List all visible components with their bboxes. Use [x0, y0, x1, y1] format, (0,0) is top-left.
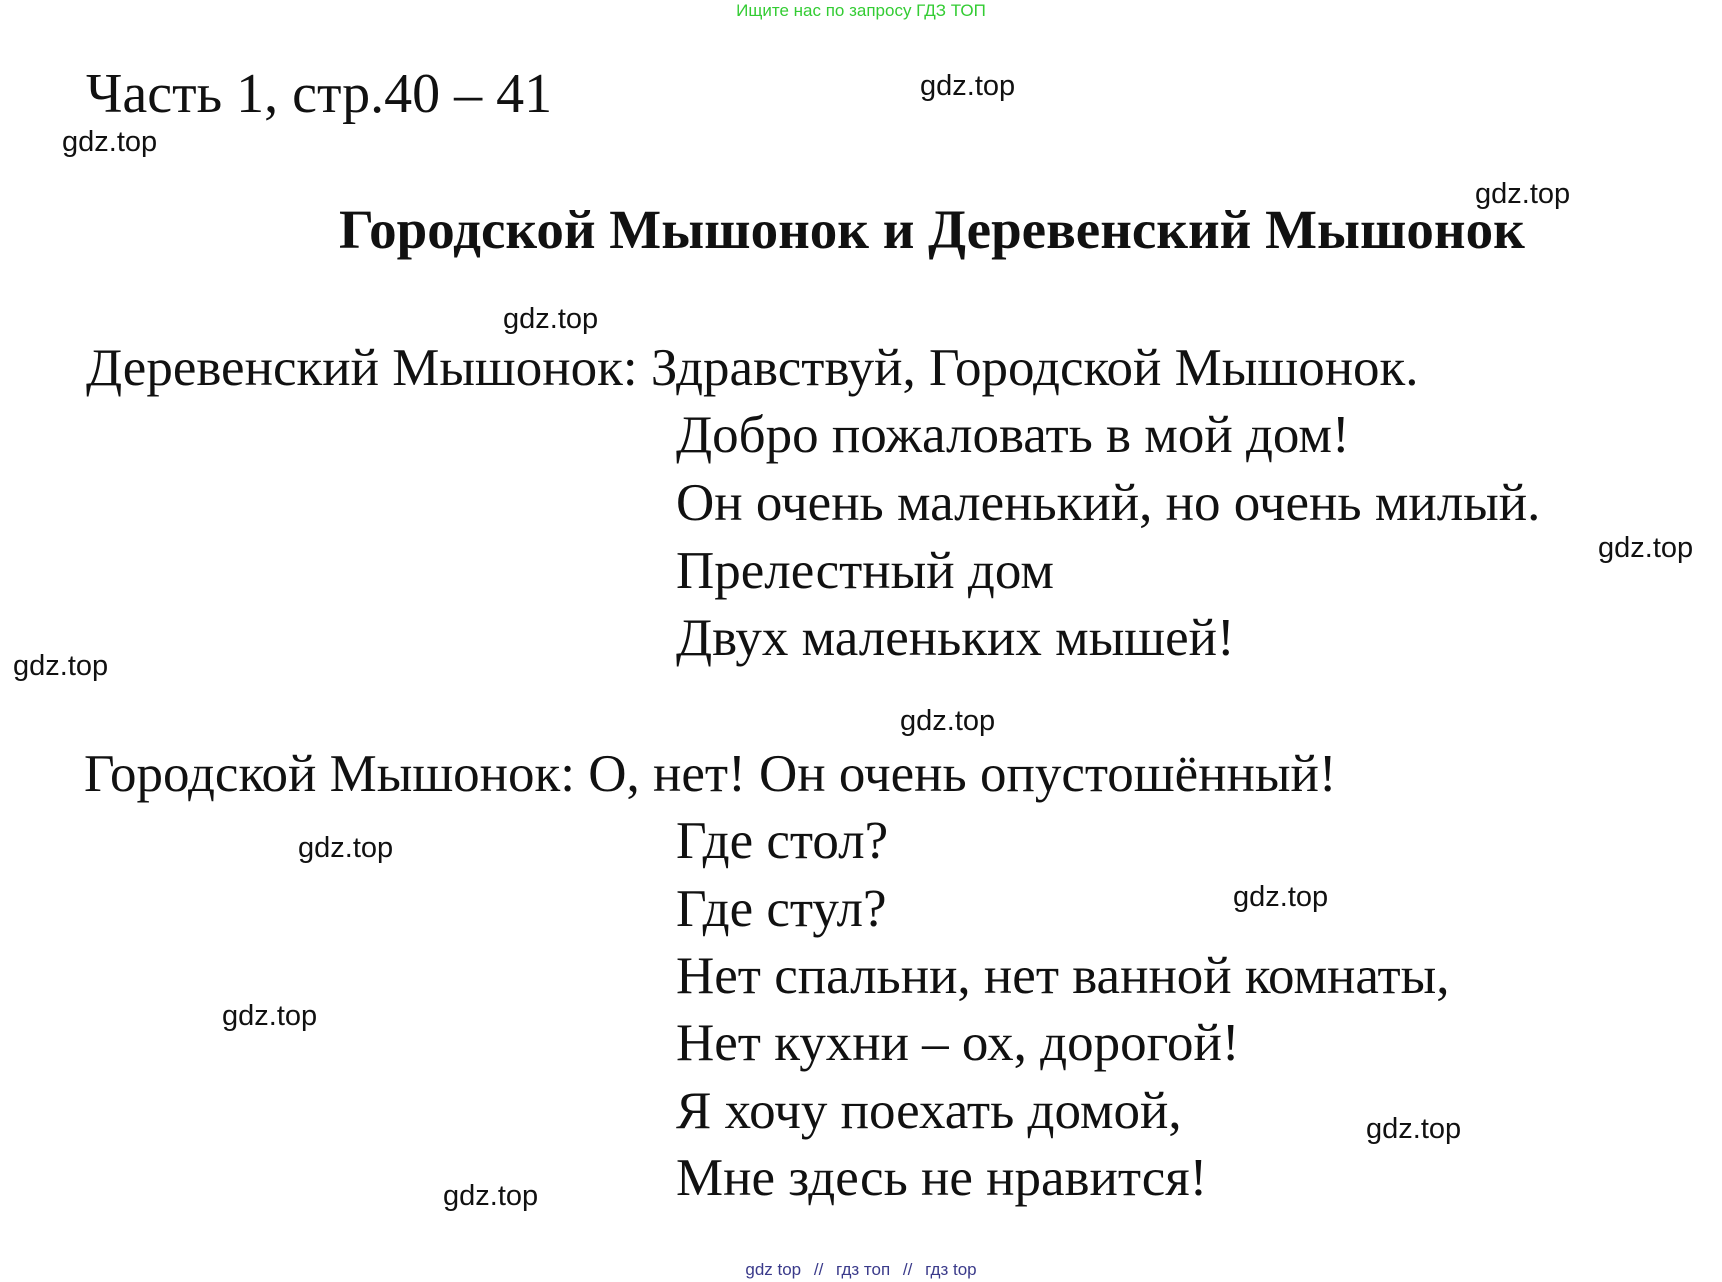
country-mouse-speaker-line: Деревенский Мышонок: Здравствуй, Городской Мышонок.: [86, 339, 1419, 397]
footer-link-gdz-top[interactable]: gdz top: [745, 1260, 802, 1279]
country-mouse-line-1: Добро пожаловать в мой дом!: [676, 406, 1350, 464]
watermark: gdz.top: [503, 303, 599, 335]
story-title: Городской Мышонок и Деревенский Мышонок: [339, 199, 1525, 260]
part-heading: Часть 1, стр.40 – 41: [86, 63, 553, 125]
town-mouse-speaker-line: Городской Мышонок: О, нет! Он очень опустошённый!: [84, 745, 1337, 803]
watermark: gdz.top: [13, 650, 109, 682]
footer-links: [0, 1260, 1722, 1280]
town-mouse-line-4: Нет кухни – ох, дорогой!: [676, 1014, 1240, 1072]
town-mouse-line-3: Нет спальни, нет ванной комнаты,: [676, 947, 1450, 1005]
watermark: gdz.top: [900, 705, 996, 737]
search-hint-banner: Ищите нас по запросу ГДЗ ТОП: [736, 1, 986, 20]
footer-link-gdz-top-mixed[interactable]: гдз top: [925, 1260, 977, 1279]
watermark: gdz.top: [222, 1000, 318, 1032]
town-mouse-line-2: Где стул?: [676, 880, 887, 938]
watermark: gdz.top: [298, 832, 394, 864]
watermark: gdz.top: [1475, 178, 1571, 210]
watermark: gdz.top: [62, 126, 158, 158]
footer-separator: //: [813, 1260, 824, 1279]
footer-link-gdz-top-ru[interactable]: гдз топ: [836, 1260, 891, 1279]
watermark: gdz.top: [920, 70, 1016, 102]
town-mouse-line-1: Где стол?: [676, 812, 889, 870]
watermark: gdz.top: [1366, 1113, 1462, 1145]
watermark: gdz.top: [1598, 532, 1694, 564]
watermark: gdz.top: [1233, 881, 1329, 913]
country-mouse-line-2: Он очень маленький, но очень милый.: [676, 474, 1541, 532]
footer-separator: //: [902, 1260, 913, 1279]
town-mouse-line-6: Мне здесь не нравится!: [676, 1149, 1208, 1207]
town-mouse-line-5: Я хочу поехать домой,: [676, 1082, 1182, 1140]
country-mouse-line-4: Двух маленьких мышей!: [676, 609, 1235, 667]
country-mouse-line-3: Прелестный дом: [676, 542, 1054, 600]
watermark: gdz.top: [443, 1180, 539, 1212]
